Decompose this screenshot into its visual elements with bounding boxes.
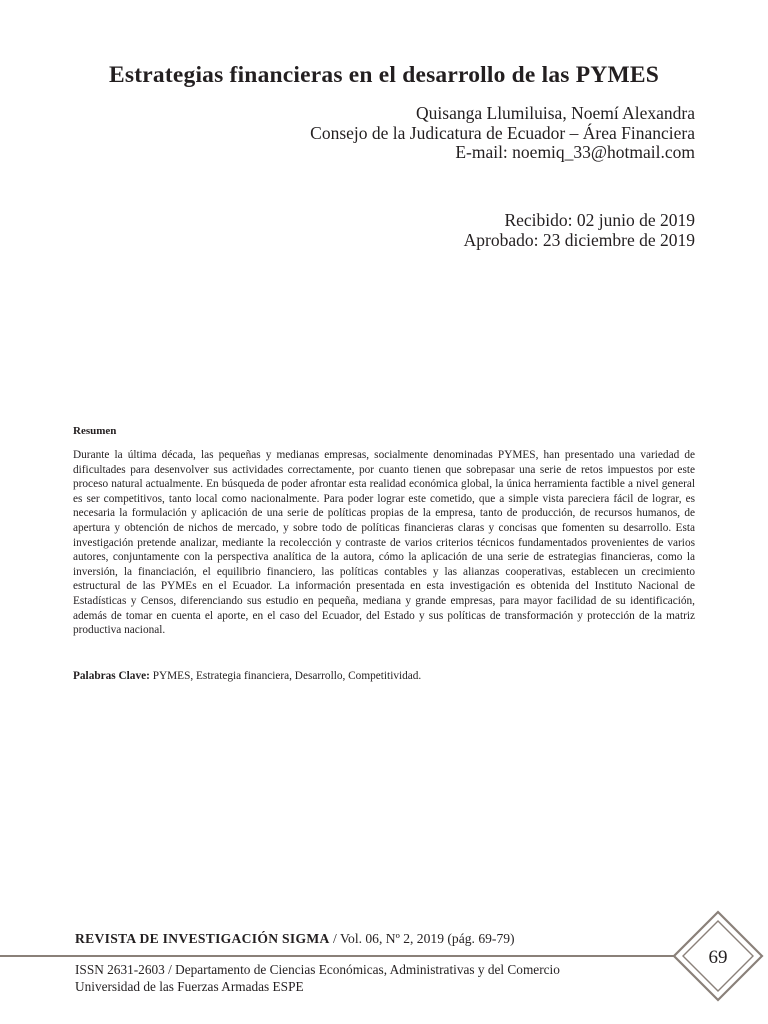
abstract-text: Durante la última década, las pequeñas y medianas empresas, socialmente denominadas PYMES, han presentado una variedad de dificultades para desenvolver sus actividades correctamente, por cuanto tienen que sobrepasar una serie de retos impuestos por este proceso natural actualmente. En búsqueda de poder afrontar esta realidad económica global, la única herramienta factible a nivel general es ser competitivos, tanto local como nacionalmente. Para poder lograr este cometido, que a simple vista pareciera fácil de lograr, es necesaria la formulación y aplicación de una serie de políticas propias de la empresa, tanto de producción, de recursos humanos, de apertura y obtención de nichos de mercado, y sobre todo de políticas financieras claras y concisas que fomenten su desarrollo. Esta investigación pretende analizar, mediante la recolección y contraste de varios criterios técnicos fundamentados provenientes de varios autores, conjuntamente con la perspectiva analítica de la autora, cómo la aplicación de una serie de estrategias financieras, como la inversión, la financiación, el equilibrio financiero, las políticas contables y las alianzas cooperativas, establecen un crecimiento estructural de las PYMEs en el Ecuador. La información presentada en esta investigación es obtenida del Instituto Nacional de Estadísticas y Censos, diferenciando sus estudio en pequeña, mediana y grande empresas, para mayor facilidad de su identificación, además de tomar en cuenta el aporte, en el caso del Ecuador, del Estado y sus políticas de transformación y protección de la matriz productiva nacional. [73,449,695,637]
keywords-list: PYMES, Estrategia financiera, Desarrollo, Competitividad. [149,670,422,682]
author-block [310,104,695,163]
journal-volume: / Vol. 06, Nº 2, 2019 (pág. 69-79) [329,931,515,946]
article-title: Estrategias financieras en el desarrollo de las PYMES [109,62,659,88]
received-date: Recibido: 02 junio de 2019 [504,210,695,230]
keywords-line [73,670,421,682]
page-number-badge [672,910,764,1002]
university-line: Universidad de las Fuerzas Armadas ESPE [75,978,304,994]
author-name: Quisanga Llumiluisa, Noemí Alexandra [416,103,695,123]
journal-name: REVISTA DE INVESTIGACIÓN SIGMA [75,931,330,946]
issn-line: ISSN 2631-2603 / Departamento de Ciencias Económicas, Administrativas y del Comercio [75,962,560,977]
dates-block [464,210,695,250]
author-affiliation: Consejo de la Judicatura de Ecuador – Área Financiera [310,122,695,143]
author-email: E-mail: noemiq_33@hotmail.com [455,142,695,162]
keywords-label: Palabras Clave: [73,670,150,682]
approved-date: Aprobado: 23 diciembre de 2019 [463,230,695,250]
journal-citation [75,931,515,947]
page-number: 69 [708,947,728,968]
abstract-heading: Resumen [73,425,117,437]
footer-divider [0,955,700,957]
footer-info [75,962,560,995]
